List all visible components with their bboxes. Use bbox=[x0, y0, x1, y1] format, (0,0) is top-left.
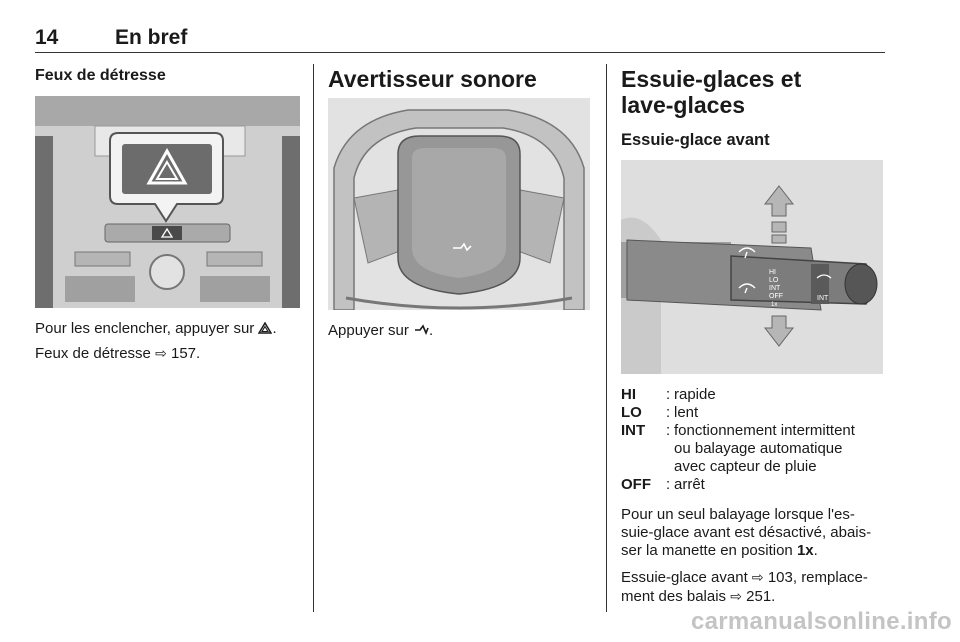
arrow-reference-icon: ⇨ bbox=[751, 569, 764, 585]
page-reference[interactable]: 103, remplace- bbox=[767, 569, 868, 586]
list-item: HI : rapide bbox=[621, 386, 716, 403]
horn-icon bbox=[413, 324, 429, 336]
section-heading: Essuie-glaces et lave-glaces bbox=[621, 66, 802, 118]
wiper-reference-paragraph: Essuie-glace avant ⇨ 103, remplace- ment des balais ⇨ 251. bbox=[621, 569, 868, 605]
wiper-lever-figure bbox=[621, 160, 883, 374]
hazard-instruction: Pour les enclencher, appuyer sur . bbox=[35, 320, 277, 337]
horn-instruction: Appuyer sur . bbox=[328, 322, 434, 339]
running-header bbox=[35, 26, 885, 53]
section-heading: Avertisseur sonore bbox=[328, 66, 537, 92]
hazard-switch-figure bbox=[35, 96, 300, 308]
lever-label-hi: HI bbox=[769, 269, 776, 276]
page-reference[interactable]: 251. bbox=[746, 588, 776, 605]
arrow-reference-icon: ⇨ bbox=[730, 588, 742, 604]
column-divider bbox=[606, 64, 607, 612]
hazard-reference: Feux de détresse ⇨ 157. bbox=[35, 345, 201, 362]
lever-label-int: INT bbox=[769, 285, 781, 292]
wiper-positions-list bbox=[621, 386, 887, 494]
arrow-reference-icon: ⇨ bbox=[155, 345, 167, 361]
list-item: OFF : arrêt bbox=[621, 476, 705, 493]
header-title: En bref bbox=[115, 26, 188, 49]
section-heading: Feux de détresse bbox=[35, 67, 166, 84]
column-hazard-lights bbox=[35, 66, 300, 363]
page-reference[interactable]: 157. bbox=[170, 345, 201, 362]
steering-wheel-figure bbox=[328, 98, 590, 310]
page-number: 14 bbox=[35, 26, 59, 49]
lever-label-1x: 1x bbox=[771, 302, 778, 308]
watermark: carmanualsonline.info bbox=[690, 608, 952, 635]
lever-label-off: OFF bbox=[769, 293, 783, 300]
hazard-triangle-icon bbox=[258, 322, 272, 334]
list-item: LO : lent bbox=[621, 404, 699, 421]
column-horn bbox=[328, 66, 593, 340]
column-divider bbox=[313, 64, 314, 612]
column-wipers bbox=[621, 66, 887, 606]
lever-ring-label: INT bbox=[817, 295, 829, 302]
section-subheading: Essuie-glace avant bbox=[621, 131, 770, 149]
single-wipe-paragraph: Pour un seul balayage lorsque l'es- suie-glace avant est désactivé, abais- ser la manette en position 1x. bbox=[621, 506, 872, 559]
list-item: INT : fonctionnement intermittent ou balayage automatique avec capteur de pluie bbox=[621, 422, 855, 475]
lever-label-lo: LO bbox=[769, 277, 779, 284]
